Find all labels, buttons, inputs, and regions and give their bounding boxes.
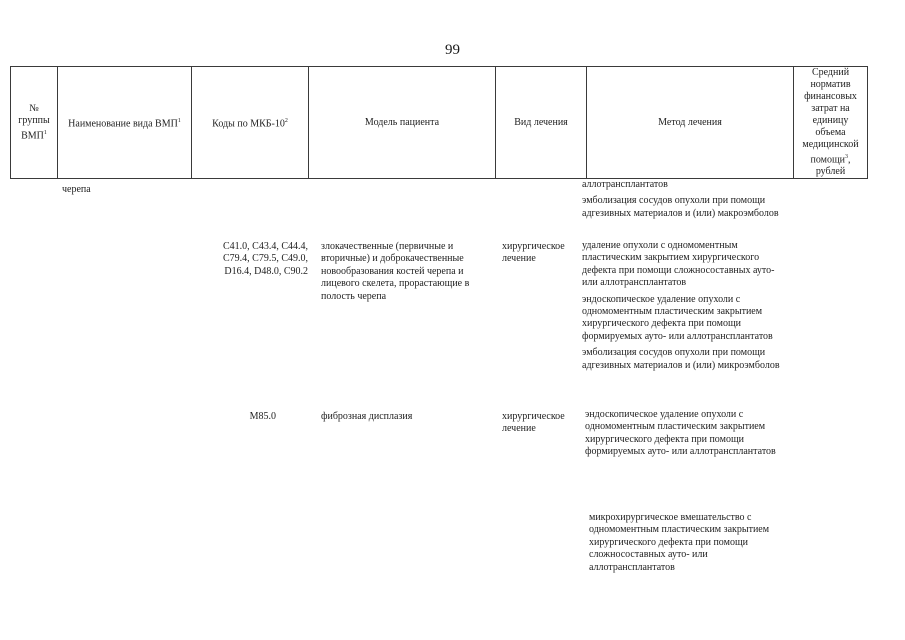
footnote-mark: 2 <box>284 118 288 124</box>
col-treatment-type-label: Вид лечения <box>514 116 568 128</box>
col-treatment-type <box>496 67 587 179</box>
col-patient-model-label: Модель пациента <box>364 116 440 128</box>
patient-model-cell: фиброзная дисплазия <box>321 411 413 422</box>
footnote-mark: 1 <box>43 130 47 136</box>
treatment-type-cell: хирургическое лечение <box>502 241 565 265</box>
col-treatment-method <box>587 67 794 179</box>
method-list-a <box>582 179 782 220</box>
col-financial-norm <box>794 67 868 179</box>
footnote-mark: 3 <box>845 154 849 160</box>
footnote-mark: 1 <box>177 118 181 124</box>
col-financial-norm-tail: , рублей <box>815 154 851 178</box>
vmp-name-continuation: черепа <box>62 184 91 195</box>
patient-model-cell: злокачественные (первичные и вторичные) и доброкачественные новообразования костей черепа и лицевого скелета, прорастающие в полость черепа <box>321 241 470 302</box>
page-number: 99 <box>445 42 460 58</box>
col-icd-codes-label: Коды по МКБ-10 <box>212 118 285 130</box>
method-list-b <box>582 240 782 372</box>
col-icd-codes <box>192 67 309 179</box>
col-vmp-name-label: Наименование вида ВМП <box>68 118 178 130</box>
method-item: эмболизация сосудов опухоли при помощи адгезивных материалов и (или) микроэмболов <box>582 347 780 371</box>
col-group-number <box>11 67 58 179</box>
col-group-number-label: № группы ВМП <box>18 103 50 142</box>
method-item: удаление опухоли с одномоментным пластическим закрытием хирургического дефекта при помощи сложносоставных ауто- или аллотрансплантатов <box>582 240 775 289</box>
icd-codes-cell: M85.0 <box>249 411 276 422</box>
table-header <box>10 66 868 179</box>
col-financial-norm-label: Средний норматив финансовых затрат на единицу объема медицинской помощи <box>802 67 859 166</box>
method-item: эндоскопическое удаление опухоли с одномоментным пластическим закрытием хирургического дефекта при помощи формируемых ауто- или аллотрансплантатов <box>585 409 776 458</box>
col-patient-model <box>309 67 496 179</box>
method-item: аллотрансплантатов <box>582 179 668 190</box>
method-item: микрохирургическое вмешательство с одномоментным пластическим закрытием хирургического дефекта при помощи сложносоставных ауто- или аллотрансплантатов <box>589 512 770 573</box>
col-vmp-name <box>58 67 192 179</box>
method-item: эндоскопическое удаление опухоли с одномоментным пластическим закрытием хирургического дефекта при помощи формируемых ауто- или аллотрансплантатов <box>582 293 773 342</box>
icd-codes-cell: C41.0, C43.4, C44.4, C79.4, C79.5, C49.0, D16.4, D48.0, C90.2 <box>222 241 308 277</box>
method-item: эмболизация сосудов опухоли при помощи адгезивных материалов и (или) макроэмболов <box>582 195 779 219</box>
treatment-type-cell: хирургическое лечение <box>502 411 565 435</box>
col-treatment-method-label: Метод лечения <box>658 116 722 128</box>
